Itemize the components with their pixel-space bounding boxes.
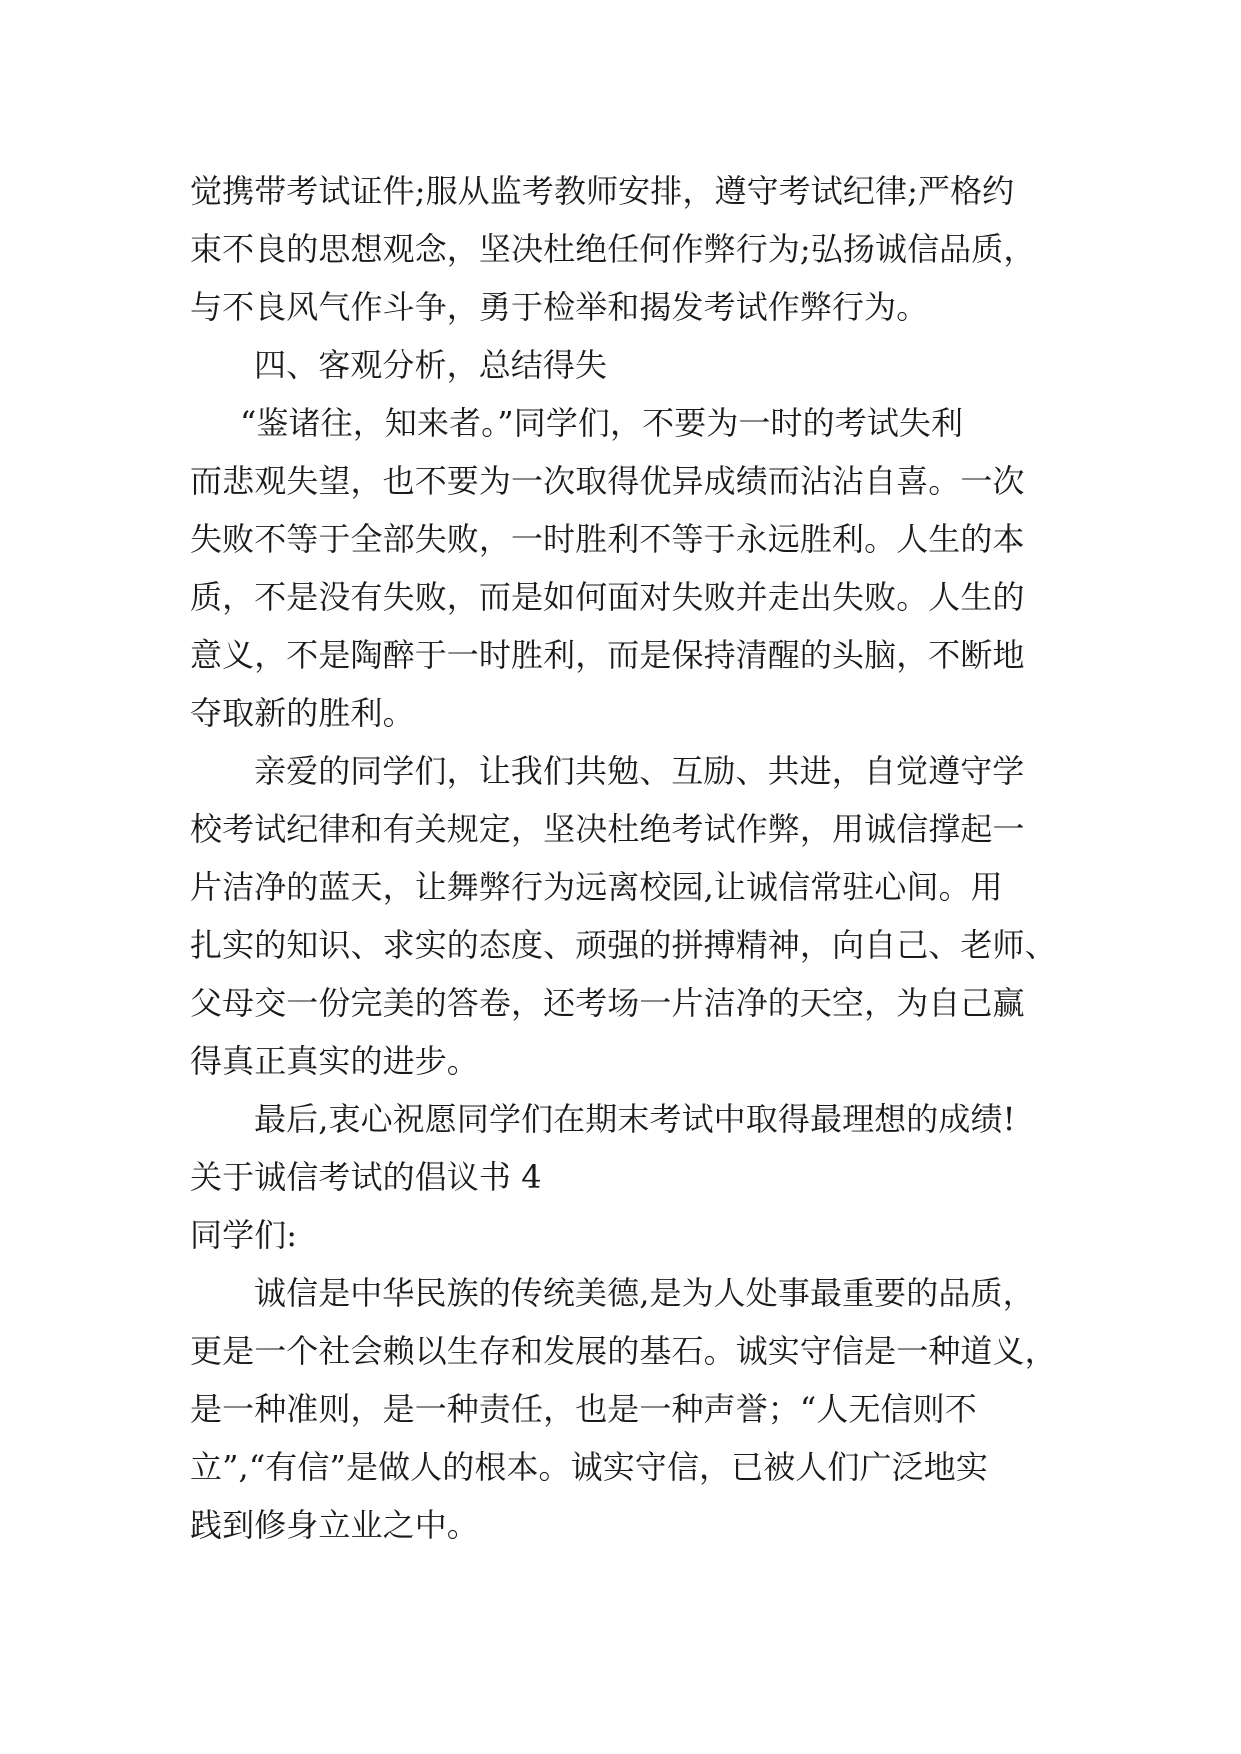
text-line: 践到修身立业之中。 — [190, 1506, 479, 1544]
paragraph-first-line: 最后,衷心祝愿同学们在期末考试中取得最理想的成绩! — [254, 1100, 1016, 1138]
text-line: 意义，不是陶醉于一时胜利，而是保持清醒的头脑，不断地 — [190, 636, 1025, 674]
text-line: 束不良的思想观念，坚决杜绝任何作弊行为;弘扬诚信品质， — [190, 230, 1036, 268]
text-line: 片洁净的蓝天，让舞弊行为远离校园,让诚信常驻心间。用 — [190, 868, 1003, 906]
text-line: 觉携带考试证件;服从监考教师安排，遵守考试纪律;严格约 — [190, 172, 1015, 210]
text-line: 质，不是没有失败，而是如何面对失败并走出失败。人生的 — [190, 578, 1025, 616]
text-line: 而悲观失望，也不要为一次取得优异成绩而沾沾自喜。一次 — [190, 462, 1025, 500]
text-line: 父母交一份完美的答卷，还考场一片洁净的天空，为自己赢 — [190, 984, 1025, 1022]
text-line: 校考试纪律和有关规定，坚决杜绝考试作弊，用诚信撑起一 — [190, 810, 1025, 848]
document-title: 关于诚信考试的倡议书 4 — [190, 1158, 542, 1196]
text-line: 得真正真实的进步。 — [190, 1042, 479, 1080]
salutation: 同学们: — [190, 1216, 298, 1254]
paragraph-first-line: 亲爱的同学们，让我们共勉、互励、共进，自觉遵守学 — [254, 752, 1025, 790]
text-line: 扎实的知识、求实的态度、顽强的拼搏精神，向自己、老师、 — [190, 926, 1057, 964]
text-line: 立”,“有信”是做人的根本。诚实守信，已被人们广泛地实 — [190, 1448, 988, 1486]
paragraph-first-line: “鉴诸往，知来者。”同学们，不要为一时的考试失利 — [240, 404, 964, 442]
text-line: 是一种准则，是一种责任，也是一种声誉；“人无信则不 — [190, 1390, 977, 1428]
text-line: 夺取新的胜利。 — [190, 694, 415, 732]
text-line: 失败不等于全部失败，一时胜利不等于永远胜利。人生的本 — [190, 520, 1025, 558]
paragraph-first-line: 诚信是中华民族的传统美德,是为人处事最重要的品质， — [254, 1274, 1035, 1312]
section-heading: 四、客观分析，总结得失 — [254, 346, 608, 384]
text-line: 与不良风气作斗争，勇于检举和揭发考试作弊行为。 — [190, 288, 929, 326]
text-line: 更是一个社会赖以生存和发展的基石。诚实守信是一种道义， — [190, 1332, 1057, 1370]
